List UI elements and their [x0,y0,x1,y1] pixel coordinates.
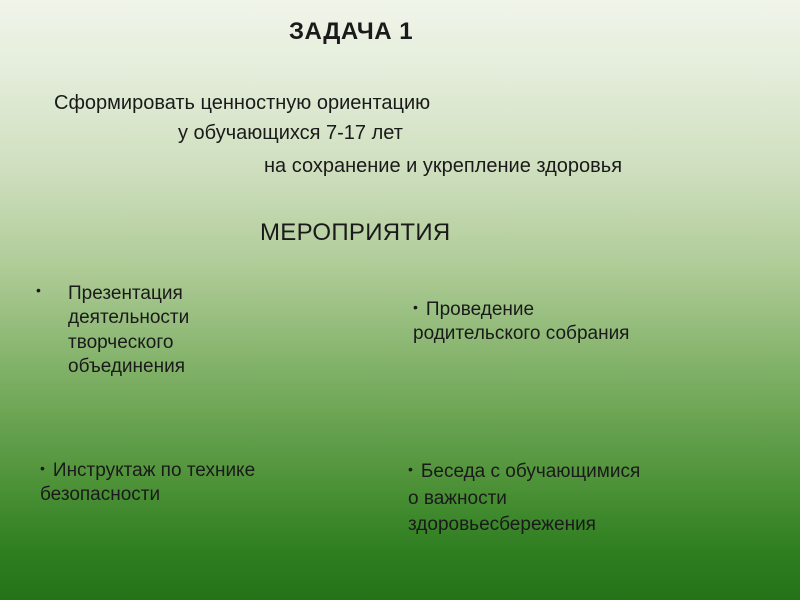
event-line: Презентация [68,283,183,304]
event-line: Беседа с обучающимися [420,461,641,482]
event-item-safety-briefing [40,459,255,508]
slide-title: ЗАДАЧА 1 [289,18,414,45]
event-line: объединения [68,355,185,377]
bullet-marker: • [40,460,45,476]
event-line: о важности [408,487,507,509]
bullet-marker: • [413,299,418,315]
bullet-marker: • [408,461,413,477]
event-line: деятельности [68,307,190,329]
event-line: безопасности [40,484,161,506]
event-line: здоровьесбережения [408,514,596,536]
event-line: родительского собрания [413,323,630,345]
task-line: у обучающихся 7-17 лет [178,122,403,144]
event-line: Инструктаж по технике [52,460,256,481]
task-line: на сохранение и укрепление здоровья [264,155,623,177]
event-item-parent-meeting [413,298,629,347]
event-item-health-talk [408,459,640,539]
event-line: Проведение [425,299,535,320]
section-heading: МЕРОПРИЯТИЯ [260,219,451,246]
event-line: творческого [68,331,174,353]
bullet-marker: • [36,282,41,298]
task-line: Сформировать ценностную ориентацию [54,92,431,114]
